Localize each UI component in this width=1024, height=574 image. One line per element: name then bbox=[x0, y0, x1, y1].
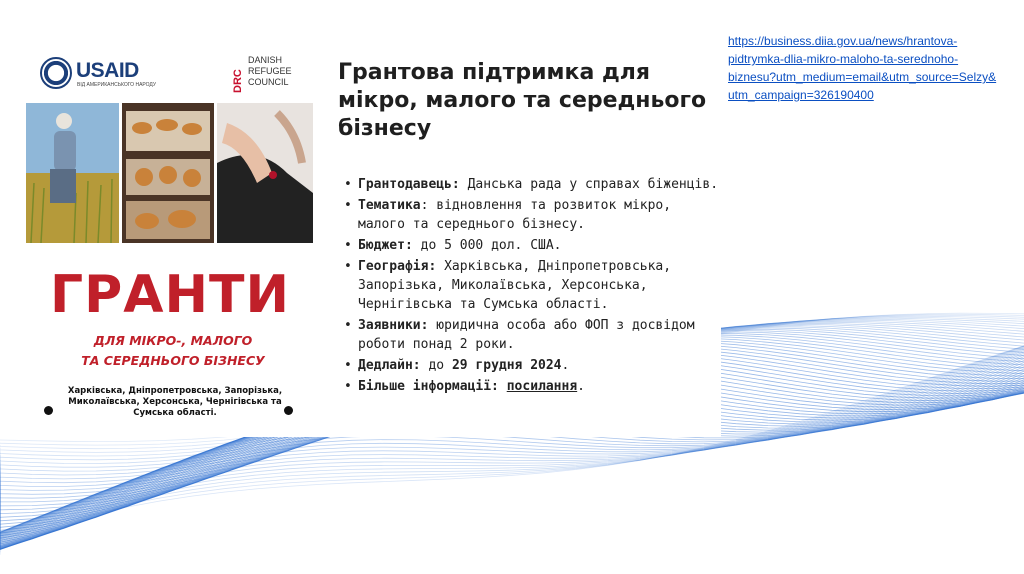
drc-logo bbox=[232, 55, 312, 95]
source-url-line-1[interactable]: https://business.diia.gov.ua/news/hrantova- bbox=[728, 34, 958, 48]
list-item-budget bbox=[344, 236, 719, 255]
item-label: Бюджет: bbox=[358, 238, 413, 253]
flyer-subtitle-line-1: ДЛЯ МІКРО-, МАЛОГО bbox=[93, 333, 253, 348]
grant-details-list bbox=[344, 175, 719, 398]
source-url-line-4[interactable]: utm_campaign=326190400 bbox=[728, 88, 874, 102]
usaid-logo-subtext: ВІД АМЕРИКАНСЬКОГО НАРОДУ bbox=[77, 82, 157, 88]
photo-strip bbox=[26, 103, 313, 243]
item-label: Заявники: bbox=[358, 318, 429, 333]
item-label: Грантодавець: bbox=[358, 177, 460, 192]
drc-word-1: DANISH bbox=[248, 55, 283, 65]
bullet-dot-left bbox=[44, 406, 53, 415]
drc-word-3: COUNCIL bbox=[248, 77, 289, 87]
flyer-subtitle-line-2: ТА СЕРЕДНЬОГО БІЗНЕСУ bbox=[81, 353, 265, 368]
drc-words bbox=[248, 55, 292, 88]
list-item-applicants bbox=[344, 316, 719, 354]
item-label: Дедлайн: bbox=[358, 358, 421, 373]
item-text: Харківська, Дніпропетровська, Запорізька, Миколаївська, Херсонська, Чернігівська та Сумська області. bbox=[358, 259, 672, 312]
deadline-date: 29 грудня 2024 bbox=[451, 358, 562, 373]
list-item-grantor bbox=[344, 175, 719, 194]
pastries-photo bbox=[122, 103, 214, 243]
list-item-deadline bbox=[344, 356, 719, 375]
item-text-end: . bbox=[561, 358, 570, 373]
flyer-regions: Харківська, Дніпропетровська, Запорізька, Миколаївська, Херсонська, Чернігівська та Сумська області. bbox=[67, 386, 283, 418]
item-text: : відновлення та розвиток мікро, малого та середнього бізнесу. bbox=[358, 198, 672, 232]
manicure-photo bbox=[217, 103, 313, 243]
drc-mark: DRC bbox=[232, 69, 244, 93]
item-label: Тематика bbox=[358, 198, 421, 213]
page-title: Грантова підтримка для мікро, малого та середнього бізнесу bbox=[338, 60, 707, 141]
item-label: Більше інформації: bbox=[358, 379, 499, 394]
more-info-link[interactable]: посилання bbox=[506, 379, 578, 394]
item-text: Данська рада у справах біженців. bbox=[467, 177, 719, 192]
usaid-seal-icon bbox=[40, 57, 72, 89]
list-item-more-info bbox=[344, 377, 719, 396]
bullet-dot-right bbox=[284, 406, 293, 415]
source-url-link[interactable] bbox=[728, 32, 1024, 104]
grant-announcement-card bbox=[18, 43, 721, 437]
farmer-field-photo bbox=[26, 103, 119, 243]
flyer-big-title: ГРАНТИ bbox=[50, 265, 290, 325]
list-item-geography bbox=[344, 257, 719, 314]
source-url-line-3[interactable]: biznesu?utm_medium=email&utm_source=Selzy& bbox=[728, 70, 997, 84]
source-url-line-2[interactable]: pidtrymka-dlia-mikro-maloho-ta-serednoho- bbox=[728, 52, 959, 66]
item-text-end: . bbox=[577, 379, 585, 394]
flyer-subtitle bbox=[58, 331, 288, 371]
usaid-logo-text: USAID bbox=[76, 59, 139, 82]
usaid-logo bbox=[40, 57, 155, 93]
item-text: юридична особа або ФОП з досвідом роботи понад 2 роки. bbox=[358, 318, 695, 352]
drc-word-2: REFUGEE bbox=[248, 66, 292, 76]
list-item-topic bbox=[344, 196, 719, 234]
item-label: Географія: bbox=[358, 259, 437, 274]
item-text: до bbox=[428, 358, 452, 373]
item-text: до 5 000 дол. США. bbox=[420, 238, 562, 253]
